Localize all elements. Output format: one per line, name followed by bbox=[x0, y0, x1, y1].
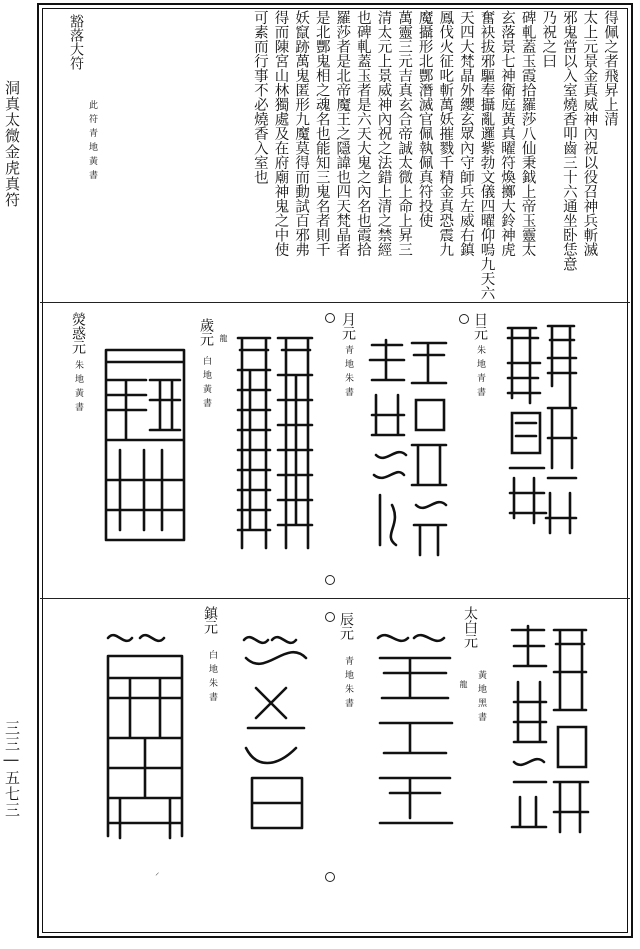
note-chen-yuan: 青地朱書 bbox=[343, 656, 353, 712]
text-column: 萬靈三元吉真玄合帝誠太微上命上昇三 bbox=[396, 10, 413, 257]
main-text-block bbox=[249, 10, 620, 302]
note-zhen-yuan: 白地朱書 bbox=[207, 650, 217, 706]
circle-mark bbox=[325, 313, 335, 323]
label-sui-yuan: 歲元 bbox=[198, 318, 214, 346]
text-column: 天四大梵晶外纓玄眾內守師兵左威右鎮 bbox=[457, 10, 474, 257]
seal-glyph-yinghuo-yuan bbox=[100, 340, 190, 550]
section-divider-2 bbox=[40, 598, 630, 599]
note-sui-yuan: 白地黃書 bbox=[201, 356, 211, 412]
small-annotation-2: 龍 bbox=[219, 334, 228, 342]
seal-glyph-ri-yuan bbox=[500, 318, 582, 538]
text-column: 妖竄跡萬鬼匿形九魔莫得而動試百邪弗 bbox=[293, 10, 310, 257]
text-column: 也碑軋蓋玉者是六天大鬼之內名也霞拾 bbox=[354, 10, 371, 257]
label-yue-yuan: 月元 bbox=[340, 312, 356, 340]
seal-glyph-zhen-yuan-left bbox=[236, 628, 320, 843]
page-margin-title: 洞真太微金虎真符 bbox=[3, 80, 21, 208]
tiny-mark: ⸌ bbox=[151, 872, 160, 876]
section-divider-1 bbox=[40, 302, 630, 303]
text-column: 得佩之者飛昇上清 bbox=[602, 10, 618, 126]
fu-title-huoluo: 豁落大符 bbox=[68, 14, 84, 70]
text-column: 羅莎者是北帝魔王之隱諱也四天梵晶者 bbox=[334, 10, 351, 257]
seal-glyph-yue-yuan bbox=[362, 335, 452, 560]
circle-mark bbox=[459, 314, 469, 324]
note-taibai-yuan: 黃地黑書 bbox=[476, 670, 486, 726]
note-ri-yuan: 朱地青書 bbox=[475, 345, 485, 401]
note-yue-yuan: 青地朱書 bbox=[343, 345, 353, 401]
text-column: 太上元景金真威神內祝以役召神兵斬滅 bbox=[581, 10, 598, 257]
seal-glyph-taibai-yuan bbox=[506, 622, 592, 840]
text-column: 邪鬼當以入室燒香叩齒三十六通坐卧恁意 bbox=[560, 10, 577, 271]
label-ri-yuan: 日元 bbox=[472, 312, 488, 340]
text-column: 魔攝形北酆潛滅官佩執佩真符投使 bbox=[416, 10, 433, 228]
text-column: 清太元上景威神內祝之法錯上清之禁經 bbox=[375, 10, 392, 257]
circle-mark bbox=[325, 612, 335, 622]
text-column: 乃祝之曰 bbox=[540, 10, 557, 68]
circle-mark bbox=[325, 575, 335, 585]
seal-glyph-chen-yuan bbox=[370, 628, 460, 838]
text-column: 得而陳宮山林獨處及在府廟神鬼之中使 bbox=[272, 10, 289, 257]
text-column: 鳳伐火征叱斬萬妖摧戮千精金真恐震九 bbox=[437, 10, 454, 257]
seal-glyph-zhen-yuan-right bbox=[100, 628, 190, 843]
note-yinghuo-yuan: 朱地黃書 bbox=[73, 360, 83, 416]
text-column: 玄落景七神衛庭黃真曜符煥擲大鈴神虎 bbox=[499, 10, 516, 257]
label-zhen-yuan: 鎮元 bbox=[202, 606, 218, 634]
small-annotation-3: 龍 bbox=[459, 680, 468, 688]
text-column: 可素而行事不必燒香入室也 bbox=[251, 10, 268, 184]
fu-note-huoluo: 此符青地黃書 bbox=[87, 100, 97, 184]
text-column: 碑軋蓋玉霞拾羅莎八仙秉鉞上帝玉靈太 bbox=[519, 10, 536, 257]
text-column: 是北酆鬼相之魂名也能知三鬼名者則千 bbox=[313, 10, 330, 257]
label-taibai-yuan: 太白元 bbox=[462, 606, 478, 648]
circle-mark bbox=[325, 872, 335, 882]
label-yinghuo-yuan: 熒惑元 bbox=[70, 312, 86, 354]
label-chen-yuan: 辰元 bbox=[338, 612, 354, 640]
page-number: 三三 | 五七三 bbox=[3, 720, 21, 818]
seal-glyph-sui-yuan bbox=[230, 330, 320, 560]
text-column: 奮袂拔邪驅奉攝亂邏紫勃文儀四曜仰嗚九天六 bbox=[478, 10, 495, 300]
